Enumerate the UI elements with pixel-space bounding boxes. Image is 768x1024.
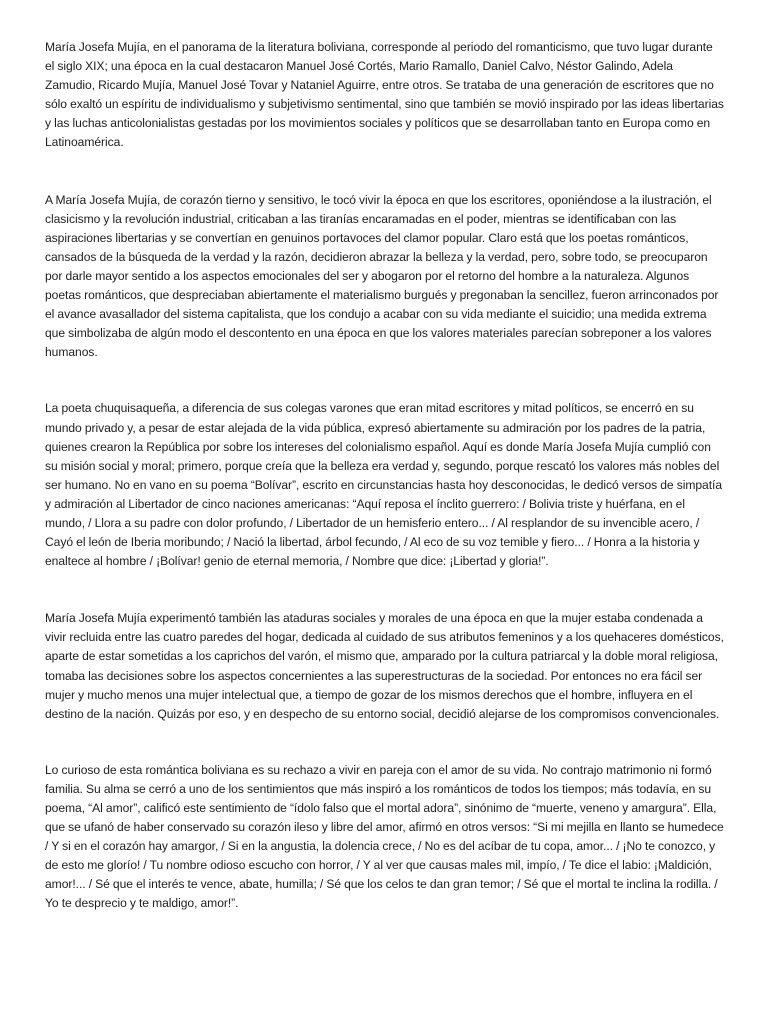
paragraph-4: María Josefa Mujía experimentó también las ataduras sociales y morales de una época en que la mujer estaba condenada a vivir recluida entre las cuatro paredes del hogar, dedicada al cuidado de sus atributos femeninos y a los quehaceres domésticos, aparte de estar sometidas a los caprichos del varón, el mismo que, amparado por la cultura patriarcal y la doble moral religiosa, tomaba las decisiones sobre los aspectos concernientes a las superestructuras de la sociedad. Por entonces no era fácil ser mujer y mucho menos una mujer intelectual que, a tiempo de gozar de los mismos derechos que el hombre, influyera en el destino de la nación. Quizás por eso, y en despecho de su entorno social, decidió alejarse de los compromisos convencionales. [45, 611, 724, 721]
paragraph-2: A María Josefa Mujía, de corazón tierno y sensitivo, le tocó vivir la época en que los escritores, oponiéndose a la ilustración, el clasicismo y la revolución industrial, criticaban a las tiranías encaramadas en el poder, mientras se identificaban con las aspiraciones libertarias y se convertían en genuinos portavoces del clamor popular. Claro está que los poetas románticos, cansados de la búsqueda de la verdad y la razón, decidieron abrazar la belleza y la verdad, pero, sobre todo, se preocuparon por darle mayor sentido a los aspectos emocionales del ser y abogaron por el retorno del hombre a la naturaleza. Algunos poetas románticos, que despreciaban abiertamente el materialismo burgués y pregonaban la sencillez, fueron arrinconados por el avance avasallador del sistema capitalista, que los condujo a acabar con su vida mediante el suicidio; una medida extrema que simbolizaba de algún modo el descontento en una época en que los valores materiales parecían sobreponer a los valores humanos. [45, 192, 719, 360]
paragraph-1: María Josefa Mujía, en el panorama de la literatura boliviana, corresponde al periodo del romanticismo, que tuvo lugar durante el siglo XIX; una época en la cual destacaron Manuel José Cortés, Mario Ramallo, Daniel Calvo, Néstor Galindo, Adela Zamudio, Ricardo Mujía, Manuel José Tovar y Nataniel Aguirre, entre otros. Se trataba de una generación de escritores que no sólo exaltó un espíritu de individualismo y subjetivismo sentimental, sino que también se movió inspirado por las ideas libertarias y las luchas anticolonialistas gestadas por los movimientos sociales y políticos que se desarrollaban tanto en Europa como en Latinoamérica. [45, 40, 724, 150]
paragraph-5: Lo curioso de esta romántica boliviana es su rechazo a vivir en pareja con el amor de su vida. No contrajo matrimonio ni formó familia. Su alma se cerró a uno de los sentimientos que más inspiró a los románticos de todos los tiempos; más todavía, en su poema, “Al amor”, calificó este sentimiento de “ídolo falso que el mortal adora”, sinónimo de “muerte, veneno y amargura”. Ella, que se ufanó de haber conservado su corazón ileso y libre del amor, afirmó en otros versos: “Si mi mejilla en llanto se humedece / Y si en el corazón hay amargor, / Si en la angustia, la dolencia crece, / No es del acíbar de tu copa, amor... / ¡No te conozco, y de esto me glorío! / Tu nombre odioso escucho con horror, / Y al ver que causas males mil, impío, / Te dice el labio: ¡Maldición, amor!... / Sé que el interés te vence, abate, humilla; / Sé que los celos te dan gran temor; / Sé que el mortal te inclina la rodilla. / Yo te desprecio y te maldigo, amor!”. [45, 762, 724, 911]
paragraph-3: La poeta chuquisaqueña, a diferencia de sus colegas varones que eran mitad escritores y mitad políticos, se encerró en su mundo privado y, a pesar de estar alejada de la vida pública, expresó abiertamente su admiración por los padres de la patria, quienes crearon la República por sobre los intereses del colonialismo español. Aquí es donde María Josefa Mujía cumplió con su misión social y moral; primero, porque creía que la belleza era verdad y, segundo, porque rescató los valores más nobles del ser humano. No en vano en su poema “Bolívar”, escrito en circunstancias hasta hoy desconocidas, le dedicó versos de simpatía y admiración al Libertador de cinco naciones americanas: “Aquí reposa el ínclito guerrero: / Bolivia triste y huérfana, en el mundo, / Llora a su padre con dolor profundo, / Libertador de un hemisferio entero... / Al resplandor de su invencible acero, / Cayó el león de Iberia moribundo; / Nació la libertad, árbol fecundo, / Al eco de su voz temible y fiero... / Honra a la historia y enaltece al hombre / ¡Bolívar! genio de eternal memoria, / Nombre que dice: ¡Libertad y gloria!”. [45, 401, 723, 569]
